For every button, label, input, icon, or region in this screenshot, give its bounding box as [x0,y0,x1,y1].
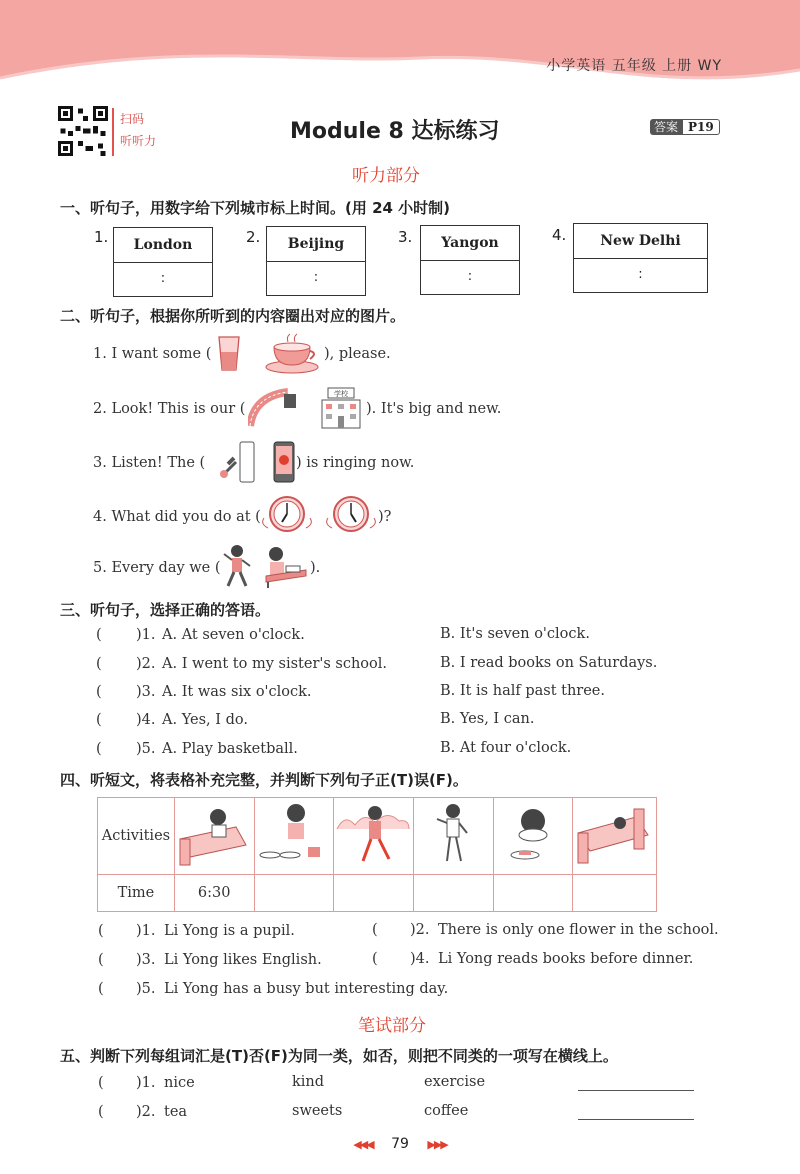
waking-up-icon [176,799,252,869]
part4-num: )5. [136,981,156,997]
time-cell-blank[interactable] [573,875,657,912]
reading-kid-icon[interactable] [262,544,308,588]
answer-line[interactable] [578,1118,694,1120]
page-title: Module 8 达标练习 [290,119,500,144]
time-blank[interactable]: : [638,267,643,282]
time-cell-blank[interactable] [334,875,414,912]
part3-option-a: A. I went to my sister's school. [162,656,388,672]
part2-item-5-post: ). [310,560,321,576]
answer-paren[interactable]: ( [96,712,102,728]
page-number: 79 [391,1136,409,1152]
going-to-school-icon [335,799,411,869]
part2-item-4-post: )? [378,509,392,525]
part3-option-a: A. It was six o'clock. [162,684,312,700]
activity-cell [573,798,657,875]
writing-section-title: 笔试部分 [358,1016,426,1036]
part3-option-a: A. Play basketball. [162,741,298,757]
part2-item-1-pre: 1. I want some ( [93,346,212,362]
answer-paren[interactable]: ( [96,684,102,700]
activity-cell [493,798,573,875]
part2-item-2-post: ). It's big and new. [366,401,502,417]
page-footer [0,1136,800,1152]
part3-heading: 三、听句子，选择正确的答语。 [60,601,271,619]
city-box-beijing[interactable] [266,226,366,296]
clock-7-icon[interactable] [260,494,314,534]
answer-paren[interactable]: ( [98,923,104,939]
part3-option-b: B. It's seven o'clock. [440,626,590,642]
part2-item-5-pre: 5. Every day we ( [93,560,221,576]
time-blank[interactable]: : [160,271,166,286]
part2-heading: 二、听句子，根据你所听到的内容圈出对应的图片。 [60,307,406,325]
activity-cell [334,798,414,875]
answer-paren[interactable]: ( [98,981,104,997]
dinner-icon [495,799,571,869]
part4-statement: Li Yong reads books before dinner. [438,951,694,967]
activity-cell [174,798,254,875]
city-name: New Delhi [574,224,707,259]
wall-phone-icon[interactable] [218,440,258,484]
running-track-icon[interactable] [248,388,300,428]
answer-paren[interactable]: ( [98,952,104,968]
part1-heading: 一、听句子，用数字给下列城市标上时间。(用 24 小时制) [60,199,451,217]
right-arrows-icon: ▶▶▶ [427,1138,447,1151]
answer-paren[interactable]: ( [96,741,102,757]
time-blank[interactable]: : [313,270,319,285]
left-arrows-icon: ◀◀◀ [353,1138,373,1151]
city-num: 2. [246,228,261,246]
coffee-cup-icon[interactable] [264,333,320,375]
part3-option-b: B. It is half past three. [440,683,605,699]
word: tea [164,1104,188,1120]
time-cell-blank[interactable] [413,875,493,912]
part3-option-a: A. At seven o'clock. [162,627,305,643]
part3-num: )5. [136,741,156,757]
answer-badge[interactable]: 答案 P19 [650,118,720,135]
answer-line[interactable] [578,1089,694,1091]
part3-num: )3. [136,684,156,700]
school-building-icon[interactable] [318,386,364,430]
time-blank[interactable]: : [467,269,473,284]
answer-paren[interactable]: ( [372,922,378,938]
part3-option-a: A. Yes, I do. [162,712,248,728]
part2-item-1-post: ), please. [324,346,391,362]
city-name: Beijing [267,227,365,262]
part3-option-b: B. Yes, I can. [440,711,535,727]
part2-item-2-pre: 2. Look! This is our ( [93,401,246,417]
part4-num: )3. [136,952,156,968]
city-name: London [114,228,212,263]
playing-icon [415,799,491,869]
part3-option-b: B. I read books on Saturdays. [440,655,658,671]
school-sign: 学校 [334,390,348,398]
part5-heading: 五、判断下列每组词汇是(T)否(F)为同一类，如否，则把不同类的一项写在横线上。 [60,1047,618,1065]
time-cell-blank[interactable] [254,875,334,912]
part5-num: )2. [136,1104,156,1120]
part4-statement: Li Yong likes English. [164,952,322,968]
part2-item-3-pre: 3. Listen! The ( [93,455,206,471]
answer-paren[interactable]: ( [96,627,102,643]
breakfast-icon [256,799,332,869]
city-name: Yangon [421,226,519,261]
city-box-yangon[interactable] [420,225,520,295]
part2-item-3-post: ) is ringing now. [296,455,415,471]
part4-statement: Li Yong is a pupil. [164,923,295,939]
activities-table [97,797,657,912]
answer-paren[interactable]: ( [98,1075,104,1091]
part5-num: )1. [136,1075,156,1091]
city-num: 1. [94,228,109,246]
grade-label: 小学英语 五年级 上册 WY [546,58,722,74]
word: kind [292,1074,325,1090]
part4-heading: 四、听短文，将表格补充完整，并判断下列句子正(T)误(F)。 [60,771,468,789]
qr-code-icon[interactable] [58,106,108,156]
mobile-phone-icon[interactable] [272,440,296,484]
city-num: 3. [398,228,413,246]
part4-statement: Li Yong has a busy but interesting day. [164,981,449,997]
exercising-kid-icon[interactable] [222,544,252,588]
part3-num: )2. [136,656,156,672]
activities-label: Activities [98,798,175,875]
listening-section-title: 听力部分 [352,166,420,186]
city-num: 4. [552,226,567,244]
word: exercise [424,1074,486,1090]
part3-num: )1. [136,627,156,643]
part4-num: )4. [410,951,430,967]
word: coffee [424,1103,469,1119]
word: nice [164,1075,195,1091]
activity-cell [413,798,493,875]
part3-num: )4. [136,712,156,728]
word: sweets [292,1103,343,1119]
answer-paren[interactable]: ( [98,1104,104,1120]
part4-num: )2. [410,922,430,938]
city-box-london[interactable] [113,227,213,297]
time-cell-blank[interactable] [493,875,573,912]
glass-icon[interactable] [214,334,244,374]
answer-paren[interactable]: ( [372,951,378,967]
part2-item-4-pre: 4. What did you do at ( [93,509,261,525]
city-box-new-delhi[interactable] [573,223,708,293]
part3-option-b: B. At four o'clock. [440,740,572,756]
answer-paren[interactable]: ( [96,656,102,672]
part4-num: )1. [136,923,156,939]
header-band [0,0,800,92]
sleeping-icon [574,799,654,869]
activity-cell [254,798,334,875]
time-cell-1: 6:30 [174,875,254,912]
qr-label: 扫码 听听力 [112,108,170,156]
time-label: Time [98,875,175,912]
clock-5-icon[interactable] [324,494,378,534]
part4-statement: There is only one flower in the school. [438,922,719,938]
